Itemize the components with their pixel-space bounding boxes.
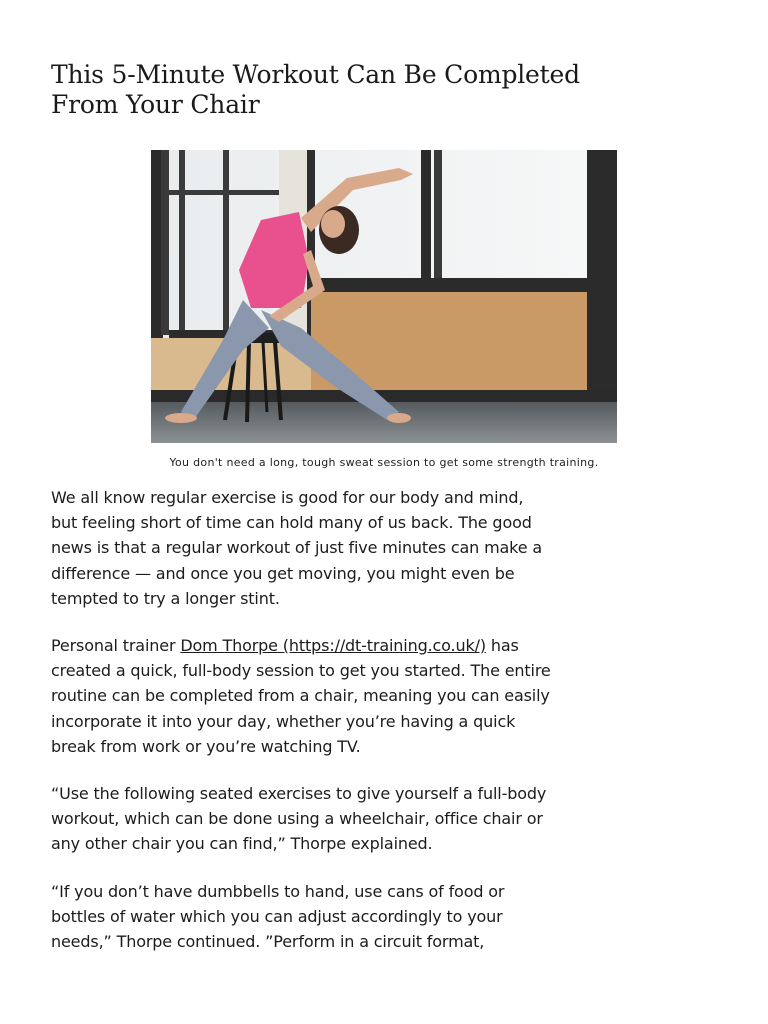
article-photo: [151, 150, 617, 443]
paragraph-intro: We all know regular exercise is good for our body and mind, but feeling short of time can hold many of us back. The good news is that a regular workout of just five minutes can make a difference — and once you get moving, you might even be tempted to try a longer stint.: [51, 488, 543, 608]
paragraph-quote-1: “Use the following seated exercises to give yourself a full-body workout, which can be done using a wheelchair, office chair or any other chair you can find,” Thorpe explained.: [51, 784, 547, 854]
paragraph-trainer: [51, 633, 551, 759]
paragraph-trainer-lead: Personal trainer: [51, 636, 181, 656]
paragraph-trainer-rest: has created a quick, full-body session to get you started. The entire routine can be completed from a chair, meaning you can easily incorporate it into your day, whether you’re having a quick break from work or you’re watching TV.: [51, 636, 551, 756]
article-title: This 5-Minute Workout Can Be Completed From Your Chair: [51, 60, 580, 119]
paragraph-quote-2: “If you don’t have dumbbells to hand, use cans of food or bottles of water which you can adjust accordingly to your needs,” Thorpe continued. ”Perform in a circuit format,: [51, 881, 505, 952]
article-body: [51, 485, 551, 976]
trainer-link[interactable]: Dom Thorpe (https://dt-training.co.uk/): [180, 636, 486, 656]
photo-caption: You don't need a long, tough sweat session to get some strength training.: [169, 456, 599, 469]
